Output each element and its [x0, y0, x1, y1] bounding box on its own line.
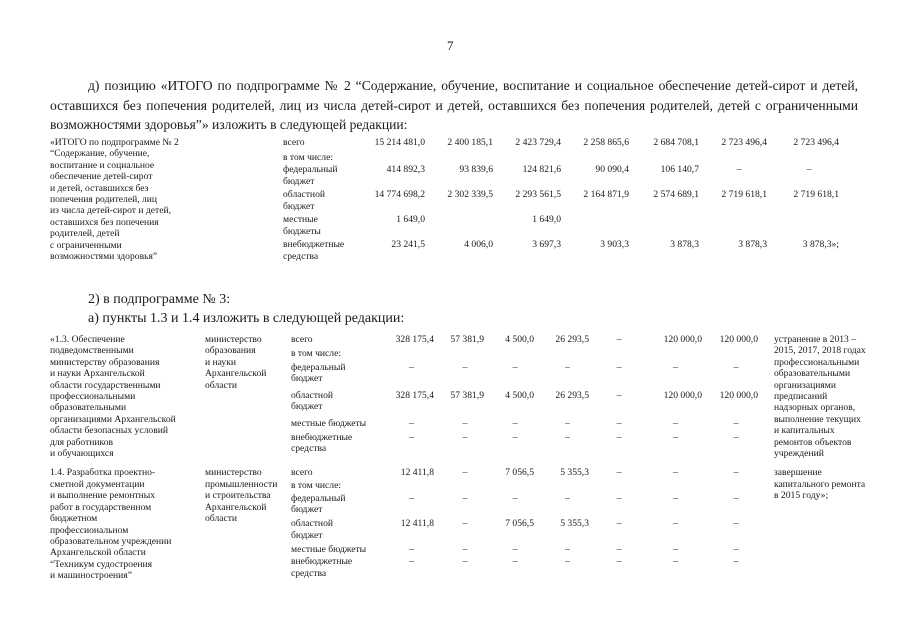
item-name-cell: «1.3. Обеспечение подведомственными министерству образования и науки Архангельской области государственными профессиональными образовательными организациями Архангельской области безопасных условий для работников и обучающихся: [50, 334, 176, 460]
value-cell: [490, 480, 540, 493]
value-cell: –: [733, 518, 739, 530]
value-cell: 4 500,0: [505, 389, 534, 401]
value-cell: –: [733, 417, 739, 429]
value-cell: 57 381,9: [450, 334, 484, 345]
value-cell: 3 697,3: [532, 239, 561, 251]
value-cell: –: [512, 556, 518, 568]
value-cell: 12 411,8: [400, 518, 434, 530]
value-cell: –: [616, 543, 622, 555]
value-cell: 1 649,0: [396, 214, 425, 226]
value-cell: –: [733, 431, 739, 443]
value-cell: –: [616, 431, 622, 443]
heading-subprogram-3: 2) в подпрограмме № 3:: [88, 292, 231, 307]
value-cell: [705, 152, 773, 165]
value-cell: –: [616, 334, 622, 345]
value-cell: 7 056,5: [505, 467, 534, 479]
value-cell: [595, 348, 643, 362]
value-cell: 2 719 618,1: [721, 189, 767, 201]
value-cell: [440, 480, 490, 493]
value-cell: –: [733, 556, 739, 568]
funding-source-label: всего: [283, 137, 305, 148]
value-cell: 3 878,3»;: [802, 239, 839, 251]
value-cell: 414 892,3: [386, 164, 425, 176]
value-cell: –: [462, 518, 468, 530]
value-cell: 328 175,4: [395, 389, 434, 401]
item-spacer: [50, 459, 880, 467]
funding-source-label: областной бюджет: [283, 189, 326, 212]
value-cell: 124 821,6: [522, 164, 561, 176]
value-cell: 2 258 865,6: [583, 137, 629, 148]
value-cell: [708, 348, 764, 362]
value-cell: [383, 348, 440, 362]
value-cell: 120 000,0: [663, 334, 702, 345]
value-cell: 106 140,7: [660, 164, 699, 176]
value-cell: –: [733, 492, 739, 504]
value-cell: 2 302 339,5: [447, 189, 493, 201]
value-cell: 3 878,3: [670, 239, 699, 251]
value-cell: 15 214 481,0: [374, 137, 425, 148]
subprogram-2-total-table: [50, 137, 845, 264]
value-cell: –: [673, 556, 678, 568]
value-cell: 2 423 729,4: [515, 137, 561, 148]
funding-source-label: областной бюджет: [291, 389, 334, 413]
value-cell: [499, 152, 567, 165]
heading-points-1-3-1-4: а) пункты 1.3 и 1.4 изложить в следующей редакции:: [88, 311, 405, 326]
value-cell: 2 723 496,4: [793, 137, 839, 148]
value-cell: 1 649,0: [532, 214, 561, 226]
value-cell: 2 574 689,1: [653, 189, 699, 201]
funding-source-label: местные бюджеты: [283, 214, 321, 237]
funding-source-label: внебюджетные средства: [283, 239, 345, 262]
total-name-cell: «ИТОГО по подпрограмме № 2 “Содержание, обучение, воспитание и социальное обеспечение детей-сирот и детей, оставшихся без попечения родителей, лиц из числа детей-сирот и детей, оставшихся без попечения родителей, детей с ограниченными возможностями здоровья”: [50, 137, 179, 263]
funding-source-label: в том числе:: [291, 347, 342, 359]
intro-text: д) позицию «ИТОГО по подпрограмме № 2 “Содержание, обучение, воспитание и социальное обеспечение детей-сирот и детей, оставшихся без попечения родителей, лиц из числа детей-сирот и детей, оставшихся без попечения родителей, детей с ограниченными возможностями здоровья”» изложить в следующей редакции:: [50, 78, 858, 132]
value-cell: –: [409, 492, 414, 504]
value-cell: [773, 214, 845, 239]
value-cell: –: [565, 431, 570, 443]
value-cell: –: [409, 543, 414, 555]
funding-source-label: в том числе:: [283, 151, 334, 163]
item-executor-cell: министерство образования и науки Архангельской области: [205, 334, 267, 391]
value-cell: –: [733, 543, 739, 555]
value-cell: 2 684 708,1: [653, 137, 699, 148]
value-cell: –: [462, 467, 468, 479]
value-cell: [490, 348, 540, 362]
subprogram-3-items-table: [50, 334, 880, 582]
value-cell: 120 000,0: [663, 389, 702, 401]
value-cell: [705, 214, 773, 239]
value-cell: [540, 348, 595, 362]
spacer-cell: [50, 459, 880, 467]
funding-source-label: федеральный бюджет: [283, 164, 338, 187]
intro-paragraph: [50, 76, 858, 135]
value-cell: –: [565, 492, 570, 504]
value-cell: –: [616, 518, 622, 530]
value-cell: –: [512, 361, 518, 373]
value-cell: –: [462, 417, 468, 429]
value-cell: 328 175,4: [395, 334, 434, 345]
value-cell: –: [565, 361, 570, 373]
value-cell: [431, 152, 499, 165]
value-cell: –: [462, 431, 468, 443]
value-cell: 93 839,6: [459, 164, 493, 176]
value-cell: [635, 214, 705, 239]
value-cell: [635, 152, 705, 165]
value-cell: –: [616, 417, 622, 429]
value-cell: 4 006,0: [464, 239, 493, 251]
value-cell: –: [673, 543, 678, 555]
value-cell: 120 000,0: [719, 334, 758, 345]
funding-source-label: в том числе:: [291, 480, 342, 492]
value-cell: 90 090,4: [595, 164, 629, 176]
item-row: [50, 467, 880, 480]
value-cell: [773, 152, 845, 165]
value-cell: –: [616, 389, 622, 401]
value-cell: –: [512, 417, 518, 429]
value-cell: 5 355,3: [560, 518, 589, 530]
funding-source-label: областной бюджет: [291, 518, 334, 541]
value-cell: –: [673, 467, 678, 479]
value-cell: 57 381,9: [450, 389, 484, 401]
value-cell: –: [409, 417, 414, 429]
value-cell: –: [409, 361, 414, 373]
value-cell: –: [733, 361, 739, 373]
value-cell: –: [565, 543, 570, 555]
funding-source-label: местные бюджеты: [291, 543, 367, 555]
value-cell: 2 723 496,4: [721, 137, 767, 148]
value-cell: –: [616, 361, 622, 373]
item-row: [50, 334, 880, 348]
item-result-cell: устранение в 2013 – 2015, 2017, 2018 годах профессиональными образовательными организациями предписаний надзорных органов, выполнение текущих и капитальных ремонтов объектов учреждений: [774, 334, 866, 460]
value-cell: [361, 152, 431, 165]
item-executor-cell: министерство промышленности и строительства Архангельской области: [205, 467, 278, 525]
value-cell: –: [736, 164, 742, 176]
value-cell: –: [462, 492, 468, 504]
value-cell: 14 774 698,2: [374, 189, 425, 201]
value-cell: –: [616, 467, 622, 479]
value-cell: –: [806, 164, 812, 176]
value-cell: 2 400 185,1: [447, 137, 493, 148]
value-cell: –: [409, 556, 414, 568]
value-cell: –: [673, 518, 678, 530]
value-cell: [431, 214, 499, 239]
value-cell: –: [462, 556, 468, 568]
value-cell: –: [565, 417, 570, 429]
value-cell: 23 241,5: [391, 239, 425, 251]
total-row: [50, 137, 845, 152]
value-cell: 2 719 618,1: [793, 189, 839, 201]
value-cell: –: [733, 467, 739, 479]
value-cell: –: [565, 556, 570, 568]
funding-source-label: федеральный бюджет: [291, 492, 346, 516]
value-cell: [383, 480, 440, 493]
value-cell: 3 878,3: [738, 239, 767, 251]
item-name-cell: 1.4. Разработка проектно- сметной документации и выполнение ремонтных работ в государственном бюджетном профессиональном образовательном учреждении Архангельской области “Техникум судостроения и машиностроения”: [50, 467, 172, 582]
value-cell: [643, 480, 708, 493]
value-cell: [440, 348, 490, 362]
funding-source-label: всего: [291, 334, 313, 345]
value-cell: –: [673, 417, 678, 429]
value-cell: –: [512, 492, 518, 504]
value-cell: 26 293,5: [555, 389, 589, 401]
funding-source-label: местные бюджеты: [291, 417, 367, 429]
page-number: 7: [447, 38, 454, 53]
value-cell: –: [673, 361, 678, 373]
value-cell: –: [673, 431, 678, 443]
value-cell: [643, 348, 708, 362]
value-cell: –: [409, 431, 414, 443]
value-cell: 7 056,5: [505, 518, 534, 530]
value-cell: –: [616, 492, 622, 504]
funding-source-label: внебюджетные средства: [291, 556, 353, 579]
value-cell: 4 500,0: [505, 334, 534, 345]
value-cell: 3 903,3: [600, 239, 629, 251]
funding-source-label: всего: [291, 467, 313, 479]
value-cell: 2 293 561,5: [515, 189, 561, 201]
value-cell: –: [616, 556, 622, 568]
value-cell: [567, 214, 635, 239]
value-cell: –: [462, 543, 468, 555]
value-cell: 12 411,8: [400, 467, 434, 479]
funding-source-label: федеральный бюджет: [291, 361, 346, 385]
value-cell: –: [512, 431, 518, 443]
value-cell: [567, 152, 635, 165]
value-cell: [540, 480, 595, 493]
item-result-cell: завершение капитального ремонта в 2015 году»;: [774, 467, 866, 502]
value-cell: –: [512, 543, 518, 555]
funding-source-label: внебюджетные средства: [291, 431, 353, 454]
value-cell: 120 000,0: [719, 389, 758, 401]
value-cell: 26 293,5: [555, 334, 589, 345]
value-cell: –: [462, 361, 468, 373]
value-cell: 2 164 871,9: [583, 189, 629, 201]
value-cell: –: [673, 492, 678, 504]
value-cell: 5 355,3: [560, 467, 589, 479]
value-cell: [595, 480, 643, 493]
value-cell: [708, 480, 764, 493]
